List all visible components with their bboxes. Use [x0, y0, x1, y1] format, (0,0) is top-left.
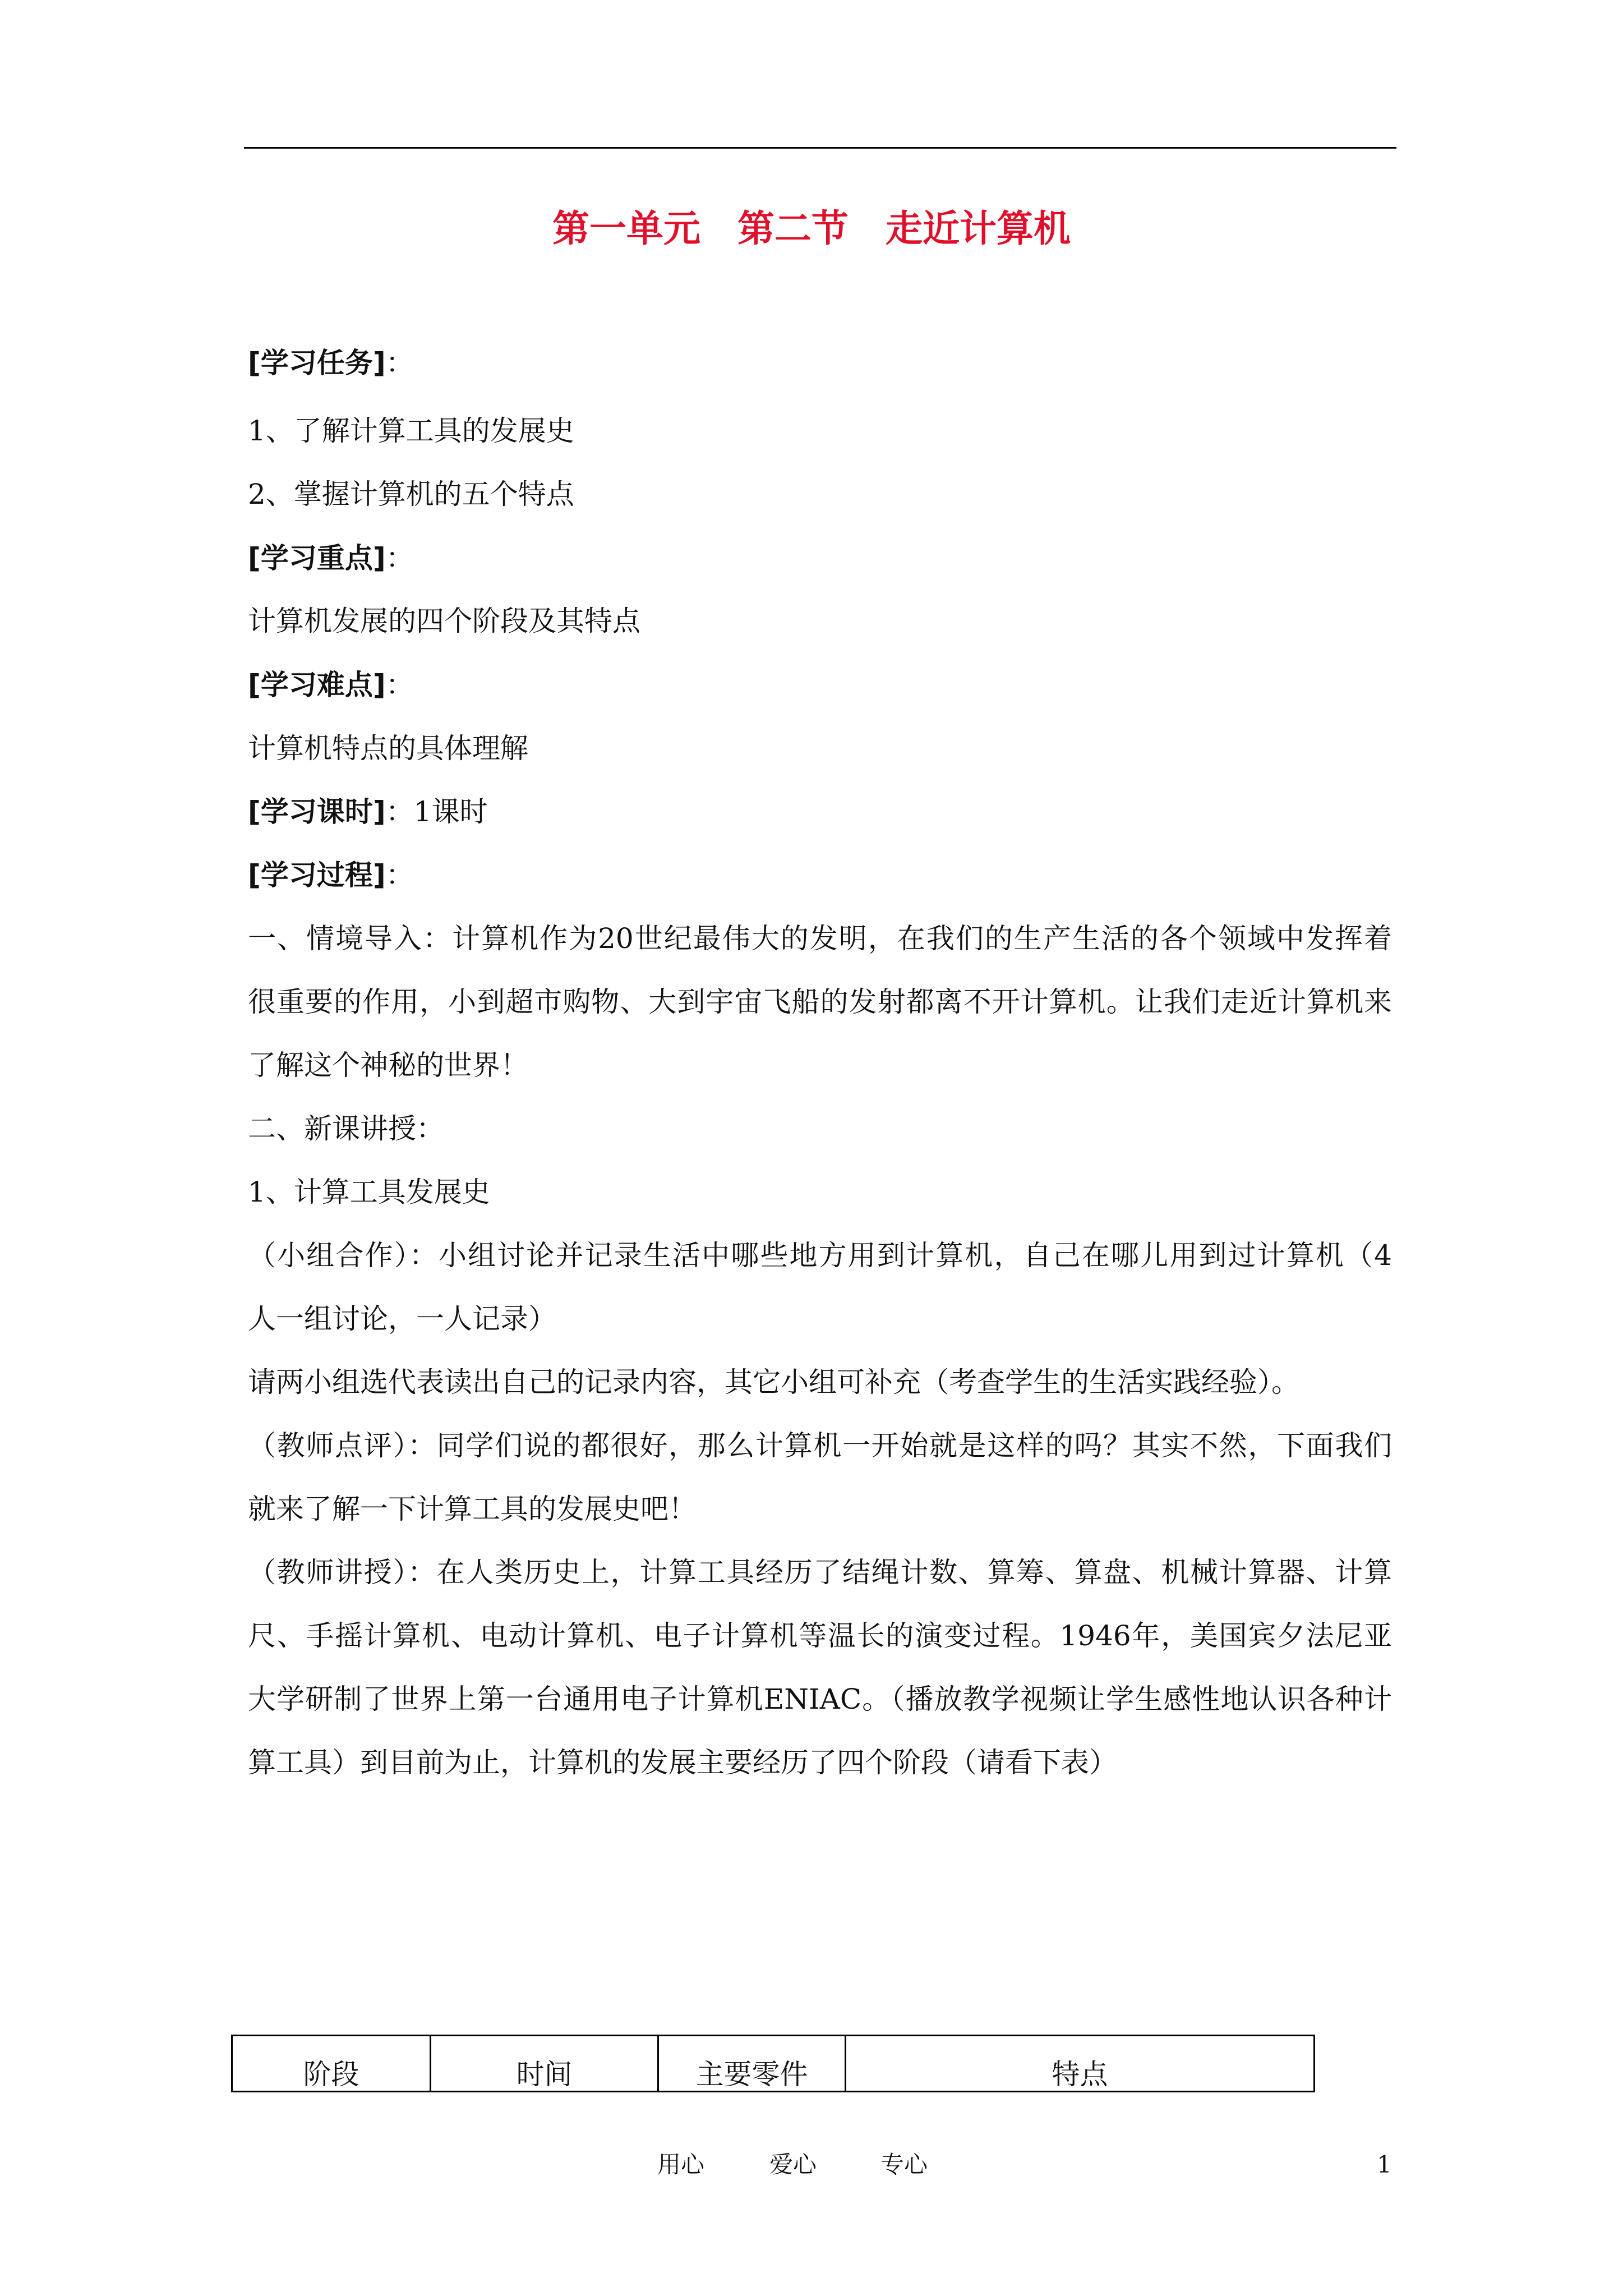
table-header-row	[232, 2036, 1315, 2092]
new-lesson-heading: 二、新课讲授：	[248, 1112, 444, 1145]
focus-text: 计算机发展的四个阶段及其特点	[248, 605, 640, 637]
footer-motto-2: 爱心	[769, 2151, 817, 2178]
document-title: 第一单元 第二节 走近计算机	[552, 207, 1071, 250]
difficulty-label: [学习难点]	[248, 669, 386, 701]
new-lesson-subheading: 1、计算工具发展史	[248, 1176, 490, 1208]
difficulty-heading	[248, 671, 414, 699]
task-item-1: 1、了解计算工具的发展史	[248, 415, 574, 447]
process-colon: ：	[385, 859, 414, 891]
hours-heading	[248, 795, 488, 828]
footer-motto-3: 专心	[880, 2151, 928, 2178]
task-item-2: 2、掌握计算机的五个特点	[248, 478, 574, 510]
task-heading	[248, 349, 414, 377]
focus-label: [学习重点]	[248, 542, 386, 574]
teacher-lecture-line: （教师讲授）：在人类历史上，计算工具经历了结绳计数、算筹、算盘、机械计算器、计算	[248, 1556, 1392, 1589]
table-header-cell: 时间	[431, 2036, 658, 2092]
focus-colon: ：	[385, 542, 414, 574]
teacher-lecture-line: 尺、手摇计算机、电动计算机、电子计算机等温长的演变过程。1946年，美国宾夕法尼亚	[248, 1619, 1392, 1652]
teacher-lecture-line: 大学研制了世界上第一台通用电子计算机ENIAC。（播放教学视频让学生感性地认识各种计	[248, 1683, 1392, 1715]
process-label: [学习过程]	[248, 859, 386, 891]
teacher-comment-line: 就来了解一下计算工具的发展史吧！	[248, 1493, 697, 1525]
header-rule	[244, 147, 1396, 149]
table-header-cell: 阶段	[232, 2036, 431, 2092]
teacher-comment-line: （教师点评）：同学们说的都很好，那么计算机一开始就是这样的吗？其实不然，下面我们	[248, 1429, 1392, 1462]
table-header-cell: 主要零件	[658, 2036, 846, 2092]
footer-motto-1: 用心	[657, 2151, 705, 2178]
hours-value: ：1课时	[385, 795, 488, 828]
report-line: 请两小组选代表读出自己的记录内容，其它小组可补充（考查学生的生活实践经验）。	[248, 1366, 1299, 1398]
intro-line: 了解这个神秘的世界！	[248, 1049, 528, 1082]
intro-line: 很重要的作用，小到超市购物、大到宇宙飞船的发射都离不开计算机。让我们走近计算机来	[248, 986, 1392, 1018]
stages-table	[231, 2035, 1315, 2092]
teacher-lecture-line: 算工具）到目前为止，计算机的发展主要经历了四个阶段（请看下表）	[248, 1746, 1117, 1779]
difficulty-text: 计算机特点的具体理解	[248, 732, 528, 765]
group-work-line: 人一组讨论，一人记录）	[248, 1303, 556, 1335]
hours-label: [学习课时]	[248, 795, 386, 828]
difficulty-colon: ：	[385, 669, 414, 701]
process-heading	[248, 861, 414, 889]
page-number: 1	[1377, 2151, 1392, 2178]
intro-line: 一、情境导入：计算机作为20世纪最伟大的发明，在我们的生产生活的各个领域中发挥着	[248, 922, 1392, 955]
task-colon: ：	[385, 347, 414, 379]
focus-heading	[248, 544, 414, 572]
table-header-cell: 特点	[846, 2036, 1315, 2092]
group-work-line: （小组合作）：小组讨论并记录生活中哪些地方用到计算机，自己在哪儿用到过计算机（4	[248, 1239, 1392, 1272]
task-label: [学习任务]	[248, 347, 386, 379]
